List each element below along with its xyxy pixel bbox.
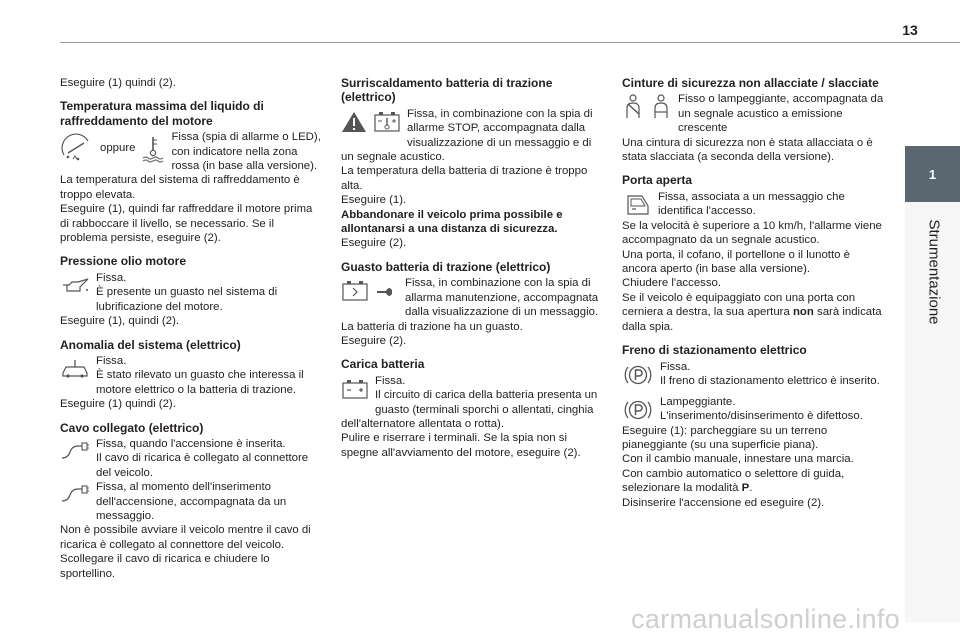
oil-title: Pressione olio motore (60, 254, 187, 269)
parking-desc4: Con il cambio manuale, innestare una marcia. (622, 453, 854, 466)
parking-state1: Fissa. (660, 360, 691, 373)
cable-desc2: Non è possibile avviare il veicolo mentre il cavo di ricarica è collegato al connettore del veicolo. (60, 524, 311, 551)
overheat-action2: Eseguire (2). (341, 237, 407, 250)
parking-desc2: L'inserimento/disinserimento è difettoso. (660, 409, 863, 422)
charge-title: Carica batteria (341, 357, 425, 372)
section-coolant (60, 99, 322, 245)
door-icon-wrap (622, 191, 652, 219)
door-title: Porta aperta (622, 173, 693, 188)
seatbelt-icon (622, 94, 644, 120)
fault-action: Eseguire (2). (341, 334, 407, 347)
cable-title: Cavo collegato (elettrico) (60, 420, 204, 435)
fault-title: Guasto batteria di trazione (elettrico) (341, 259, 551, 274)
charging-cable-icon (60, 442, 90, 462)
cable-icon-wrap-2 (60, 481, 90, 509)
cable-state2: Fissa, al momento dell'inserimento dell'accensione, accompagnata da un messaggio. (96, 481, 287, 522)
cable-desc3: Scollegare il cavo di ricarica e chiudere lo sportellino. (60, 553, 270, 580)
parking-icon-wrap-1 (622, 361, 654, 389)
overheat-action: Eseguire (1). (341, 194, 407, 207)
parking-desc3: Eseguire (1): parcheggiare su un terreno pianeggiante (su una superficie piana). (622, 424, 828, 451)
wrench-icon (375, 283, 399, 299)
fault-state: Fissa, in combinazione con la spia di allarma manutenzione, accompagnata dalla visualizzazione di un messaggio. (405, 277, 599, 319)
parking-brake-icon (622, 397, 654, 423)
chapter-tab[interactable]: 1 (905, 146, 960, 202)
charge-icon-wrap (341, 375, 369, 403)
coolant-line3: Eseguire (1), quindi far raffreddare il motore prima di rabboccare il livello, se necessario. Se il problema persiste, eseguire (2). (60, 203, 313, 245)
electric-desc: È stato rilevato un guasto che interessa il motore elettrico o la batteria di trazione. (96, 369, 304, 396)
battery-fault-icon (341, 278, 369, 304)
parking-desc5: Con cambio automatico o selettore di guida, selezionare la modalità P. (622, 467, 845, 495)
door-desc4: Se il veicolo è equipaggiato con una porta con cerniera a destra, la sua apertura non sarà indicata dalla spia. (622, 291, 882, 333)
cable-state1: Fissa, quando l'accensione è inserita. (96, 437, 286, 450)
overheat-title: Surriscaldamento batteria di trazione (elettrico) (341, 76, 553, 105)
section-oil (60, 254, 322, 328)
belts-state: Fisso o lampeggiante, accompagnata da un segnale acustico a emissione crescente (678, 93, 884, 135)
cable-desc1: Il cavo di ricarica è collegato al connettore del veicolo. (96, 452, 309, 479)
overheat-state: Fissa, in combinazione con la spia di allarme STOP, accompagnata dalla visualizzazione di un messaggio e di un segnale acustico. (341, 107, 593, 164)
oil-icon-wrap (60, 272, 90, 300)
charging-cable-icon (60, 485, 90, 505)
coolant-icons (60, 131, 165, 165)
warning-triangle-icon (341, 110, 367, 134)
parking-brake-icon (622, 362, 654, 388)
section-electric (60, 338, 322, 412)
coolant-line1: Fissa (spia di allarme o LED), con indicatore nella zona rossa (in base alla versione). (171, 131, 321, 173)
charge-action: Pulire e riserrare i terminali. Se la spia non si spegne all'avviamento del motore, eseguire (2). (341, 432, 581, 459)
door-desc1: Se la velocità è superiore a 10 km/h, l'allarme viene accompagnato da un segnale acustico. (622, 219, 882, 247)
door-desc3: Chiudere l'accesso. (622, 277, 722, 290)
watermark: carmanualsonline.info (631, 604, 900, 634)
battery-icon (341, 378, 369, 400)
coolant-line2: La temperatura del sistema di raffreddamento è troppo elevata. (60, 174, 300, 201)
belts-title: Cinture di sicurezza non allacciate / slacciate (622, 76, 879, 90)
oil-state: Fissa. (96, 271, 127, 284)
electric-icon-wrap (60, 355, 90, 383)
parking-desc1: Il freno di stazionamento elettrico è inserito. (660, 374, 880, 387)
intro-text: Eseguire (1) quindi (2). (60, 77, 176, 89)
section-overheat (341, 76, 603, 251)
fault-icon-wrap (341, 277, 399, 305)
electric-action: Eseguire (1) quindi (2). (60, 398, 176, 411)
header-rule (60, 42, 960, 43)
overheat-warning: Abbandonare il veicolo prima possibile e allontanarsi a una distanza di sicurezza. (341, 208, 563, 236)
coolant-title: Temperatura massima del liquido di raffreddamento del motore (60, 99, 264, 128)
belts-icon-wrap (622, 93, 672, 121)
overheat-icon-wrap (341, 108, 401, 136)
coolant-temperature-icon (141, 133, 165, 163)
door-state: Fissa, associata a un messaggio che identifica l'accesso. (658, 190, 845, 218)
section-charge (341, 357, 603, 460)
coolant-gauge-icon (60, 133, 94, 163)
column-3 (622, 76, 884, 510)
parking-state2: Lampeggiante. (660, 395, 736, 408)
oil-can-icon (60, 276, 90, 296)
parking-desc6: Disinserire l'accensione ed eseguire (2). (622, 496, 825, 509)
section-cable (60, 421, 322, 581)
charge-desc: Il circuito di carica della batteria presenta un guasto (terminali sporchi o allentati, cinghia dell'alternatore allentata o rotta). (341, 389, 598, 430)
parking-icon-wrap-2 (622, 396, 654, 424)
or-word: oppure (100, 142, 136, 155)
section-parking (622, 343, 884, 510)
cable-icon-wrap-1 (60, 438, 90, 466)
oil-desc: È presente un guasto nel sistema di lubrificazione del motore. (96, 286, 278, 313)
electric-title: Anomalia del sistema (elettrico) (60, 337, 241, 352)
door-desc2: Una porta, il cofano, il portellone o il lunotto è ancora aperto (in base alla versione). (622, 248, 850, 276)
column-2 (341, 76, 603, 460)
oil-action: Eseguire (1), quindi (2). (60, 315, 180, 328)
chapter-label: Strumentazione (925, 219, 943, 325)
parking-title: Freno di stazionamento elettrico (622, 343, 807, 358)
charge-state: Fissa. (375, 374, 406, 387)
page-number: 13 (902, 22, 918, 38)
fault-desc: La batteria di trazione ha un guasto. (341, 320, 523, 333)
belts-desc: Una cintura di sicurezza non è stata allacciata o è stata slacciata (a seconda della versione). (622, 136, 873, 164)
electric-state: Fissa. (96, 354, 127, 367)
column-1 (60, 76, 322, 581)
section-door (622, 173, 884, 334)
battery-temperature-icon (373, 109, 401, 135)
overheat-desc: La temperatura della batteria di trazione è troppo alta. (341, 165, 588, 192)
open-door-icon (622, 192, 652, 218)
section-battery-fault (341, 260, 603, 348)
section-belts (622, 76, 884, 164)
seatbelt-rear-icon (650, 94, 672, 120)
car-fault-icon (60, 358, 90, 380)
